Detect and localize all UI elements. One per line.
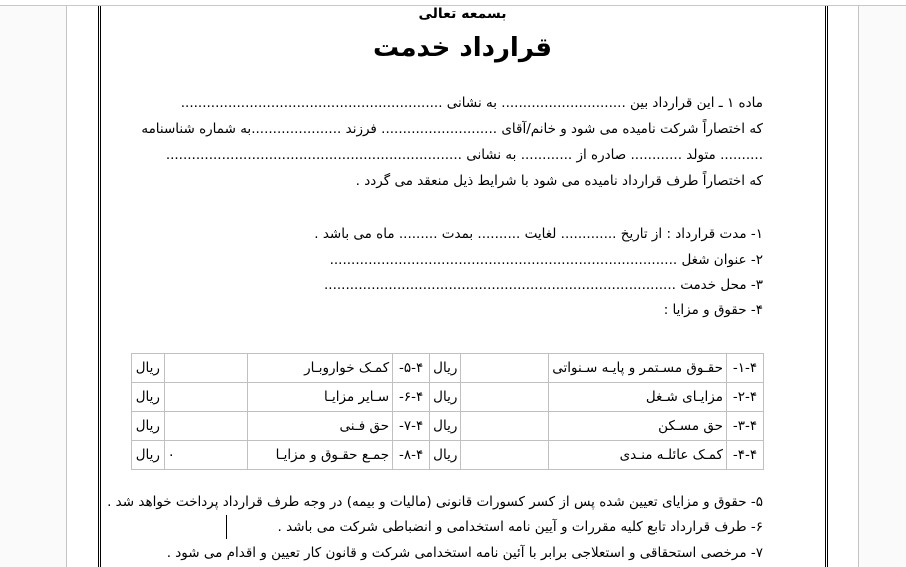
table-row (132, 354, 764, 383)
page-border-right (825, 6, 828, 567)
clause-3-work-location: ۳- محل خدمت .................................................................................. (324, 277, 763, 293)
currency-left: ریال (132, 441, 165, 470)
benefit-value-left[interactable] (164, 383, 248, 412)
text-cursor (226, 515, 227, 539)
intro-line-2: که اختصاراً شرکت نامیده می شود و خانم/آقای ........................... فرزند .....................به شماره شناسنامه (141, 121, 763, 137)
intro-line-3: .......... متولد ............ صادره از ............ به نشانی ..................................................................... (165, 147, 763, 163)
canvas-gutter-right (859, 6, 906, 567)
row-number-left: ۶-۴- (393, 383, 430, 412)
benefit-value-right[interactable] (461, 354, 549, 383)
canvas-gutter-left (0, 6, 66, 567)
clause-2-job-title: ۲- عنوان شغل ................................................................................. (329, 252, 763, 268)
benefit-total-value[interactable]: ۰ (164, 441, 248, 470)
intro-line-4: که اختصاراً طرف قرارداد نامیده می شود با شرایط ذیل منعقد می گردد . (355, 173, 763, 189)
benefit-value-right[interactable] (461, 383, 549, 412)
benefit-label-left: جمـع حقـوق و مزایـا (248, 441, 393, 470)
benefit-label-right: مزایـای شـغل (549, 383, 727, 412)
benefit-label-right: کمـک عائلـه منـدی (549, 441, 727, 470)
benefits-table (131, 353, 764, 470)
table-row (132, 412, 764, 441)
currency-right: ریال (430, 412, 461, 441)
document-bismillah: بسمعه تعالی (418, 6, 507, 22)
row-number-left: ۸-۴- (393, 441, 430, 470)
clause-7-leave: ۷- مرخصی استحقاقی و استعلاجی برابر با آئین نامه استخدامی شرکت و قانون کار تعیین و اقدام می شود . (166, 545, 763, 561)
currency-left: ریال (132, 412, 165, 441)
clause-4-salary-benefits: ۴- حقوق و مزایا : (663, 302, 763, 318)
intro-line-1: ماده ۱ ـ این قرارداد بین ............................. به نشانی ............................................................. (180, 95, 763, 111)
table-row (132, 383, 764, 412)
currency-right: ریال (430, 441, 461, 470)
page-edge-right (858, 6, 859, 567)
clause-1-duration: ۱- مدت قرارداد : از تاریخ ............. لغایت .......... بمدت ......... ماه می باشد . (314, 226, 763, 242)
benefit-label-left: سـایر مزایـا (248, 383, 393, 412)
row-number-right: ۳-۴- (726, 412, 763, 441)
currency-right: ریال (430, 383, 461, 412)
row-number-right: ۴-۴- (726, 441, 763, 470)
clause-6-regulations: ۶- طرف قرارداد تابع کلیه مقررات و آیین نامه استخدامی و انضباطی شرکت می باشد . (277, 519, 763, 535)
table-row (132, 441, 764, 470)
clause-5-deductions: ۵- حقوق و مزایای تعیین شده پس از کسر کسورات قانونی (مالیات و بیمه) در وجه طرف قرارداد پرداخت خواهد شد . (107, 494, 763, 510)
row-number-left: ۵-۴- (393, 354, 430, 383)
currency-left: ریال (132, 383, 165, 412)
row-number-right: ۲-۴- (726, 383, 763, 412)
benefit-label-left: کمـک خواروبـار (248, 354, 393, 383)
benefit-value-right[interactable] (461, 412, 549, 441)
row-number-left: ۷-۴- (393, 412, 430, 441)
benefit-value-left[interactable] (164, 412, 248, 441)
benefit-value-left[interactable] (164, 354, 248, 383)
document-title: قرارداد خدمت (372, 33, 553, 63)
currency-right: ریال (430, 354, 461, 383)
benefit-label-left: حق فـنی (248, 412, 393, 441)
row-number-right: ۱-۴- (726, 354, 763, 383)
page-edge-left (66, 6, 67, 567)
benefit-label-right: حق مسـکن (549, 412, 727, 441)
currency-left: ریال (132, 354, 165, 383)
benefit-value-right[interactable] (461, 441, 549, 470)
document-body[interactable] (100, 0, 825, 567)
benefit-label-right: حقـوق مسـتمر و پایـه سـنواتی (549, 354, 727, 383)
